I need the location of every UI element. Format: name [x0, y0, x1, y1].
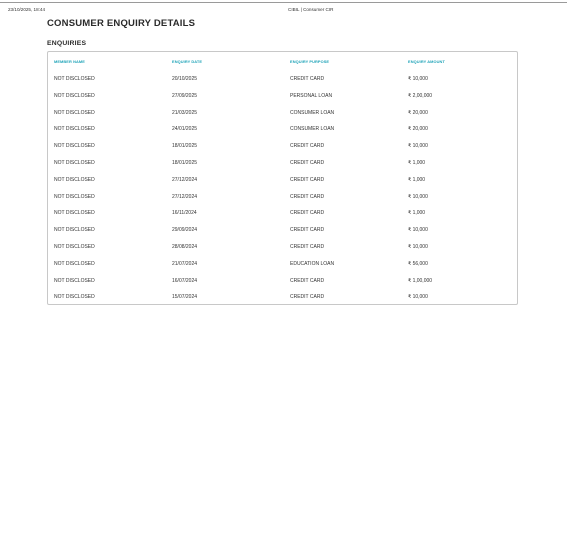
- enquiry-purpose-cell: EDUCATION LOAN: [290, 260, 335, 267]
- enquiry-amount-cell: ₹ 1,000: [408, 176, 426, 183]
- table-row: [48, 138, 517, 155]
- enquiry-purpose-cell: PERSONAL LOAN: [290, 92, 333, 99]
- enquiry-purpose-cell: CREDIT CARD: [290, 176, 325, 183]
- enquiry-purpose-cell: CONSUMER LOAN: [290, 109, 335, 116]
- member-name-cell: NOT DISCLOSED: [54, 243, 95, 250]
- member-name-cell: NOT DISCLOSED: [54, 227, 95, 234]
- table-row: [48, 222, 517, 239]
- table-row: [48, 105, 517, 122]
- enquiry-purpose-cell: CREDIT CARD: [290, 294, 325, 301]
- enquiry-date-cell: 21/07/2024: [172, 260, 198, 267]
- enquiry-date-cell: 29/09/2024: [172, 227, 198, 234]
- enquiry-amount-cell: ₹ 10,000: [408, 243, 428, 250]
- enquiry-amount-cell: ₹ 10,000: [408, 76, 428, 82]
- table-row: [48, 88, 517, 105]
- table-row: [48, 239, 517, 256]
- column-header-member-name: MEMBER NAME: [54, 59, 85, 64]
- table-row: [48, 205, 517, 222]
- enquiry-amount-cell: ₹ 56,000: [408, 260, 428, 267]
- enquiry-amount-cell: ₹ 10,000: [408, 193, 428, 200]
- table-body: [48, 71, 517, 306]
- enquiry-purpose-cell: CREDIT CARD: [290, 193, 325, 200]
- enquiry-purpose-cell: CREDIT CARD: [290, 277, 325, 284]
- member-name-cell: NOT DISCLOSED: [54, 92, 95, 99]
- enquiry-purpose-cell: CREDIT CARD: [290, 76, 325, 82]
- member-name-cell: NOT DISCLOSED: [54, 260, 95, 267]
- enquiry-date-cell: 28/08/2024: [172, 243, 198, 250]
- enquiry-date-cell: 27/09/2025: [172, 92, 198, 99]
- enquiry-purpose-cell: CREDIT CARD: [290, 243, 325, 250]
- member-name-cell: NOT DISCLOSED: [54, 210, 95, 217]
- enquiry-date-cell: 15/07/2024: [172, 294, 198, 301]
- enquiry-date-cell: 27/12/2024: [172, 176, 198, 183]
- section-title: CONSUMER ENQUIRY DETAILS: [47, 18, 196, 29]
- subsection-title: ENQUIRIES: [47, 40, 87, 47]
- enquiry-amount-cell: ₹ 10,000: [408, 143, 428, 150]
- enquiry-date-cell: 27/12/2024: [172, 193, 198, 200]
- table-row: [48, 256, 517, 273]
- table-row: [48, 289, 517, 306]
- column-header-enquiry-purpose: ENQUIRY PURPOSE: [290, 59, 330, 64]
- enquiry-purpose-cell: CREDIT CARD: [290, 227, 325, 234]
- enquiry-amount-cell: ₹ 20,000: [408, 126, 428, 133]
- enquiry-purpose-cell: CREDIT CARD: [290, 159, 325, 166]
- enquiry-purpose-cell: CONSUMER LOAN: [290, 126, 335, 133]
- print-date: 23/10/2025, 18:44: [8, 7, 46, 12]
- enquiry-date-cell: 18/01/2025: [172, 159, 198, 166]
- column-header-enquiry-date: ENQUIRY DATE: [172, 59, 203, 64]
- table-header: [48, 52, 517, 71]
- enquiry-date-cell: 21/03/2025: [172, 109, 198, 116]
- member-name-cell: NOT DISCLOSED: [54, 193, 95, 200]
- enquiry-date-cell: 16/07/2024: [172, 277, 198, 284]
- member-name-cell: NOT DISCLOSED: [54, 109, 95, 116]
- table-row: [48, 71, 517, 88]
- enquiry-amount-cell: ₹ 1,000: [408, 159, 426, 166]
- table-row: [48, 172, 517, 189]
- enquiry-amount-cell: ₹ 2,00,000: [408, 92, 433, 99]
- enquiry-amount-cell: ₹ 20,000: [408, 109, 428, 116]
- enquiry-amount-cell: ₹ 10,000: [408, 294, 428, 301]
- enquiry-date-cell: 24/01/2025: [172, 126, 198, 133]
- member-name-cell: NOT DISCLOSED: [54, 143, 95, 150]
- member-name-cell: NOT DISCLOSED: [54, 126, 95, 133]
- enquiry-purpose-cell: CREDIT CARD: [290, 210, 325, 217]
- enquiry-amount-cell: ₹ 1,000: [408, 210, 426, 217]
- enquiry-purpose-cell: CREDIT CARD: [290, 143, 325, 150]
- table-row: [48, 121, 517, 138]
- table-row: [48, 273, 517, 290]
- enquiries-table: [47, 51, 518, 305]
- enquiry-date-cell: 16/11/2024: [172, 210, 197, 217]
- member-name-cell: NOT DISCLOSED: [54, 176, 95, 183]
- column-header-enquiry-amount: ENQUIRY AMOUNT: [408, 59, 445, 64]
- table-row: [48, 189, 517, 206]
- member-name-cell: NOT DISCLOSED: [54, 294, 95, 301]
- member-name-cell: NOT DISCLOSED: [54, 159, 95, 166]
- document-title: CIBIL | Consumer CIR: [288, 7, 334, 12]
- top-divider: [0, 2, 567, 3]
- enquiry-date-cell: 20/10/2025: [172, 76, 198, 82]
- member-name-cell: NOT DISCLOSED: [54, 277, 95, 284]
- enquiry-date-cell: 18/01/2025: [172, 143, 198, 150]
- member-name-cell: NOT DISCLOSED: [54, 76, 95, 82]
- enquiry-amount-cell: ₹ 10,000: [408, 227, 428, 234]
- enquiry-amount-cell: ₹ 1,00,000: [408, 277, 433, 284]
- table-row: [48, 155, 517, 172]
